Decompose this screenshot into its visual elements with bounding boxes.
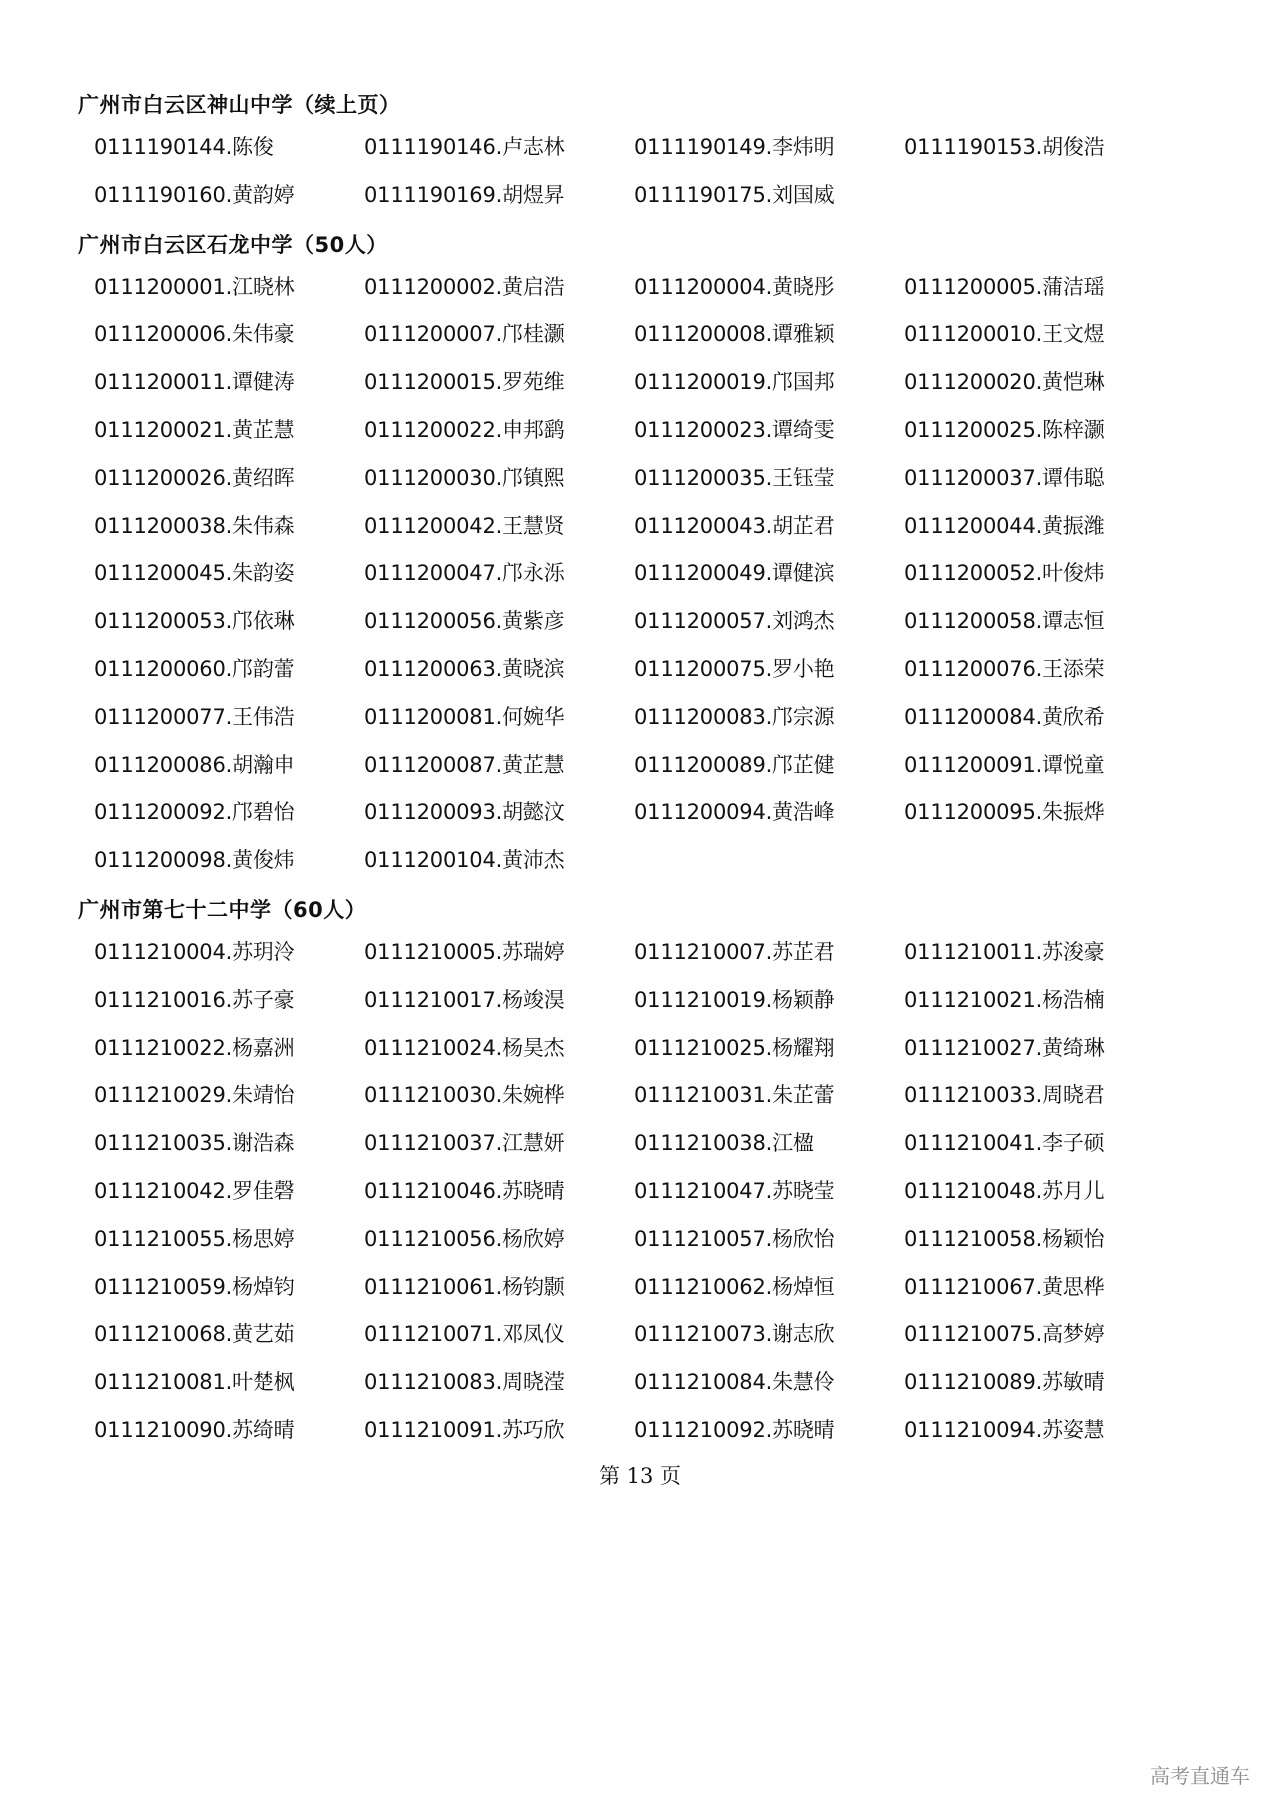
student-entry: 0111200035.王钰莹 [634, 465, 835, 490]
student-entry: 0111200058.谭志恒 [904, 609, 1105, 634]
student-entry: 0111210031.朱芷蕾 [634, 1083, 835, 1108]
student-entry: 0111200083.邝宗源 [634, 704, 835, 729]
student-entry: 0111210033.周晓君 [904, 1083, 1105, 1108]
student-entry: 0111210083.周晓滢 [364, 1370, 565, 1395]
student-entry: 0111210016.苏子豪 [94, 987, 295, 1012]
student-entry: 0111200005.蒲洁瑶 [904, 274, 1105, 299]
student-entry: 0111210030.朱婉桦 [364, 1083, 565, 1108]
student-entry: 0111200026.黄绍晖 [94, 465, 295, 490]
student-entry: 0111200002.黄启浩 [364, 274, 565, 299]
student-list [78, 264, 1138, 885]
student-entry: 0111210090.苏绮晴 [94, 1417, 295, 1442]
student-entry: 0111210094.苏姿慧 [904, 1417, 1105, 1442]
student-entry: 0111200052.叶俊炜 [904, 561, 1105, 586]
student-entry: 0111200086.胡瀚申 [94, 752, 295, 777]
student-entry: 0111200043.胡芷君 [634, 513, 835, 538]
student-list [78, 124, 1138, 220]
student-entry: 0111190144.陈俊 [94, 135, 274, 159]
student-list [78, 929, 1138, 1455]
student-entry: 0111210073.谢志欣 [634, 1322, 835, 1347]
student-entry: 0111210038.江楹 [634, 1131, 814, 1156]
student-entry: 0111200023.谭绮雯 [634, 417, 835, 442]
student-entry: 0111200098.黄俊炜 [94, 848, 295, 873]
student-entry: 0111210061.杨钧颢 [364, 1274, 565, 1299]
student-entry: 0111200075.罗小艳 [634, 656, 835, 681]
student-entry: 0111200076.王添荣 [904, 656, 1105, 681]
student-entry: 0111200037.谭伟聪 [904, 465, 1105, 490]
student-entry: 0111200095.朱振烨 [904, 800, 1105, 825]
student-entry: 0111200022.申邦鹞 [364, 417, 565, 442]
student-entry: 0111210092.苏晓晴 [634, 1417, 835, 1442]
student-entry: 0111210037.江慧妍 [364, 1131, 565, 1156]
student-entry: 0111210062.杨焯恒 [634, 1274, 835, 1299]
student-entry: 0111210041.李子硕 [904, 1131, 1105, 1156]
student-entry: 0111210091.苏巧欣 [364, 1417, 565, 1442]
student-entry: 0111190160.黄韵婷 [94, 182, 295, 207]
student-entry: 0111200094.黄浩峰 [634, 800, 835, 825]
student-entry: 0111200063.黄晓滨 [364, 656, 565, 681]
student-entry: 0111200010.王文煜 [904, 322, 1105, 347]
student-entry: 0111190153.胡俊浩 [904, 135, 1105, 159]
student-entry: 0111200011.谭健涛 [94, 370, 295, 395]
student-entry: 0111210004.苏玥泠 [94, 939, 295, 964]
student-entry: 0111210071.邓凤仪 [364, 1322, 565, 1347]
roster-content [78, 80, 1138, 1455]
student-entry: 0111200015.罗苑维 [364, 370, 565, 395]
student-entry: 0111210067.黄思桦 [904, 1274, 1105, 1299]
student-entry: 0111210068.黄艺茹 [94, 1322, 295, 1347]
student-entry: 0111210075.高梦婷 [904, 1322, 1105, 1347]
student-entry: 0111200006.朱伟豪 [94, 322, 295, 347]
student-entry: 0111200093.胡懿汶 [364, 800, 565, 825]
student-entry: 0111210042.罗佳磬 [94, 1178, 295, 1203]
student-entry: 0111200091.谭悦童 [904, 752, 1105, 777]
student-entry: 0111210058.杨颖怡 [904, 1226, 1105, 1251]
student-entry: 0111200044.黄振潍 [904, 513, 1105, 538]
student-entry: 0111200008.谭雅颖 [634, 322, 835, 347]
student-entry: 0111210011.苏浚豪 [904, 939, 1105, 964]
school-section-title: 广州市第七十二中学（60人） [78, 897, 367, 922]
student-entry: 0111200001.江晓林 [94, 274, 295, 299]
student-entry: 0111210046.苏晓晴 [364, 1178, 565, 1203]
student-entry: 0111210007.苏芷君 [634, 939, 835, 964]
student-entry: 0111190146.卢志林 [364, 135, 565, 159]
student-entry: 0111210081.叶楚枫 [94, 1370, 295, 1395]
student-entry: 0111210005.苏瑞婷 [364, 939, 565, 964]
student-entry: 0111210089.苏敏晴 [904, 1370, 1105, 1395]
student-entry: 0111200004.黄晓彤 [634, 274, 835, 299]
student-entry: 0111210056.杨欣婷 [364, 1226, 565, 1251]
student-entry: 0111200045.朱韵姿 [94, 561, 295, 586]
student-entry: 0111200089.邝芷健 [634, 752, 835, 777]
student-entry: 0111210019.杨颖静 [634, 987, 835, 1012]
student-entry: 0111200038.朱伟森 [94, 513, 295, 538]
student-entry: 0111200049.谭健滨 [634, 561, 835, 586]
student-entry: 0111200042.王慧贤 [364, 513, 565, 538]
student-entry: 0111200056.黄紫彦 [364, 609, 565, 634]
student-entry: 0111210057.杨欣怡 [634, 1226, 835, 1251]
student-entry: 0111210017.杨竣淏 [364, 987, 565, 1012]
student-entry: 0111200047.邝永泺 [364, 561, 565, 586]
watermark: 高考直通车 [1150, 1764, 1250, 1788]
student-entry: 0111210029.朱靖怡 [94, 1083, 295, 1108]
student-entry: 0111200021.黄芷慧 [94, 417, 295, 442]
student-entry: 0111210047.苏晓莹 [634, 1178, 835, 1203]
student-entry: 0111210048.苏月儿 [904, 1178, 1105, 1203]
student-entry: 0111200057.刘鸿杰 [634, 609, 835, 634]
student-entry: 0111200025.陈梓灏 [904, 417, 1105, 442]
student-entry: 0111210024.杨昊杰 [364, 1035, 565, 1060]
student-entry: 0111200092.邝碧怡 [94, 800, 295, 825]
student-entry: 0111200104.黄沛杰 [364, 848, 565, 873]
school-section-title: 广州市白云区石龙中学（50人） [78, 232, 388, 257]
student-entry: 0111200084.黄欣希 [904, 704, 1105, 729]
student-entry: 0111200020.黄恺琳 [904, 370, 1105, 395]
student-entry: 0111190175.刘国威 [634, 182, 835, 207]
page-number: 第 13 页 [598, 1464, 682, 1488]
student-entry: 0111200060.邝韵蕾 [94, 656, 295, 681]
student-entry: 0111210022.杨嘉洲 [94, 1035, 295, 1060]
student-entry: 0111210059.杨焯钧 [94, 1274, 295, 1299]
student-entry: 0111210084.朱慧伶 [634, 1370, 835, 1395]
student-entry: 0111210055.杨思婷 [94, 1226, 295, 1251]
student-entry: 0111200007.邝桂灏 [364, 322, 565, 347]
student-entry: 0111200087.黄芷慧 [364, 752, 565, 777]
student-entry: 0111200081.何婉华 [364, 704, 565, 729]
student-entry: 0111210025.杨耀翔 [634, 1035, 835, 1060]
school-section-title: 广州市白云区神山中学（续上页） [78, 93, 401, 117]
student-entry: 0111190169.胡煜昇 [364, 182, 565, 207]
student-entry: 0111200019.邝国邦 [634, 370, 835, 395]
student-entry: 0111210021.杨浩楠 [904, 987, 1105, 1012]
student-entry: 0111200077.王伟浩 [94, 704, 295, 729]
student-entry: 0111210027.黄绮琳 [904, 1035, 1105, 1060]
student-entry: 0111190149.李炜明 [634, 135, 835, 159]
student-entry: 0111200030.邝镇熙 [364, 465, 565, 490]
student-entry: 0111200053.邝依琳 [94, 609, 295, 634]
student-entry: 0111210035.谢浩森 [94, 1131, 295, 1156]
